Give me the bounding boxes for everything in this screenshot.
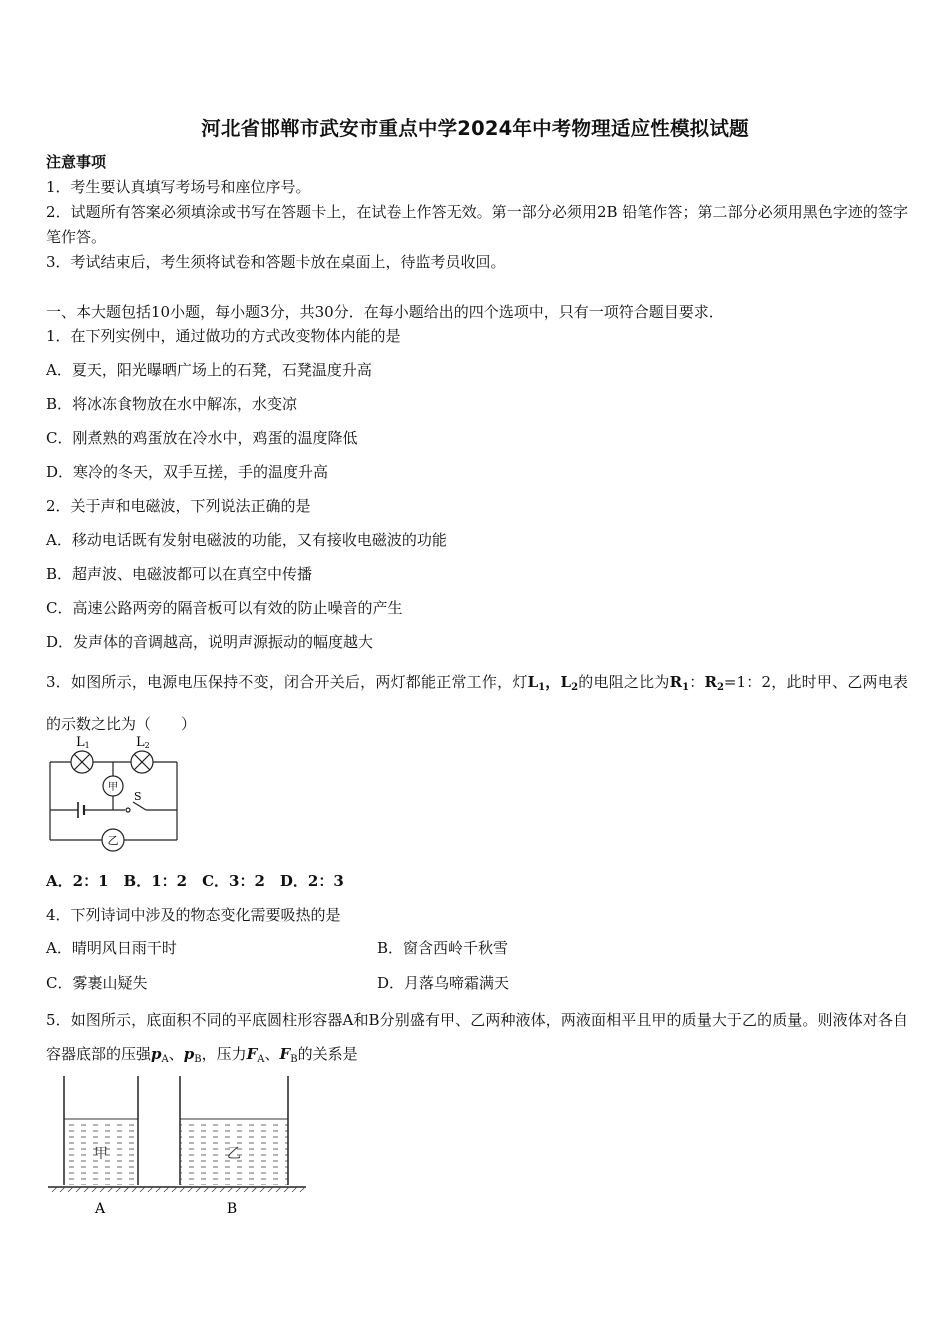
q1-option-d: D．寒冷的冬天，双手互搓，手的温度升高 (46, 463, 329, 481)
q4-stem: 4．下列诗词中涉及的物态变化需要吸热的是 (46, 906, 341, 924)
q4-option-d: D．月落乌啼霜满天 (377, 974, 510, 992)
q1-option-a: A．夏天，阳光曝晒广场上的石凳，石凳温度升高 (46, 361, 372, 379)
q1-option-b: B．将冰冻食物放在水中解冻，水变凉 (46, 395, 298, 413)
q3-switch-label: S (134, 790, 142, 803)
q1-option-c: C．刚煮熟的鸡蛋放在冷水中，鸡蛋的温度降低 (46, 429, 358, 447)
q1-stem: 1．在下列实例中，通过做功的方式改变物体内能的是 (46, 327, 401, 345)
q5-container-b-label: B (226, 1201, 238, 1217)
q3-lamp1-label: L1 (76, 735, 90, 750)
q2-stem: 2．关于声和电磁波，下列说法正确的是 (46, 497, 311, 515)
notice-item-1: 1．考生要认真填写考场号和座位序号。 (46, 178, 311, 196)
q4-option-a: A．晴明风日雨干时 (46, 939, 177, 957)
q2-option-d: D．发声体的音调越高，说明声源振动的幅度越大 (46, 633, 374, 651)
q3-meter-yi: 乙 (107, 834, 119, 847)
notice-item-3: 3．考试结束后，考生须将试卷和答题卡放在桌面上，待监考员收回。 (46, 253, 506, 271)
notice-item-2: 2．试题所有答案必须填涂或书写在答题卡上，在试卷上作答无效。第一部分必须用2B 铅笔作答；第二部分必须用黑色字迹的签字笔作答。 (46, 203, 908, 246)
notice-heading: 注意事项 (46, 153, 107, 171)
q5-liquid-a-label: 甲 (94, 1146, 108, 1162)
q5-liquid-b-label: 乙 (227, 1146, 241, 1162)
q2-option-a: A．移动电话既有发射电磁波的功能，又有接收电磁波的功能 (46, 531, 447, 549)
q5-container-a-label: A (94, 1201, 106, 1217)
q2-option-c: C．高速公路两旁的隔音板可以有效的防止噪音的产生 (46, 599, 403, 617)
q2-option-b: B．超声波、电磁波都可以在真空中传播 (46, 565, 313, 583)
q3-options: A．2：1 B．1：2 C．3：2 D．2：3 (46, 872, 344, 890)
paper-title: 河北省邯郸市武安市重点中学2024年中考物理适应性模拟试题 (201, 117, 749, 140)
q5-containers-figure (44, 1074, 314, 1222)
q3-meter-jia: 甲 (108, 782, 118, 793)
section-heading: 一、本大题包括10小题，每小题3分，共30分．在每小题给出的四个选项中，只有一项符合题目要求． (46, 303, 724, 321)
q3-stem: 3．如图所示，电源电压保持不变，闭合开关后，两灯都能正常工作，灯$L_1$，$L_2$的电阻之比为$R_1$：$R_2=1$：2，此时甲、乙两电表的示数之比为（ ） (46, 673, 908, 733)
q5-stem: 5．如图所示，底面积不同的平底圆柱形容器A和B分别盛有甲、乙两种液体，两液面相平且甲的质量大于乙的质量。则液体对各自容器底部的压强$p_A$、$p_B$，压力$F_A$、$F_B$的关系是 (46, 1011, 908, 1065)
q4-option-c: C．雾裹山疑失 (46, 974, 148, 992)
q4-option-b: B．窗含西岭千秋雪 (377, 939, 509, 957)
q3-circuit-figure (44, 732, 186, 856)
q3-lamp2-label: L2 (136, 735, 150, 750)
